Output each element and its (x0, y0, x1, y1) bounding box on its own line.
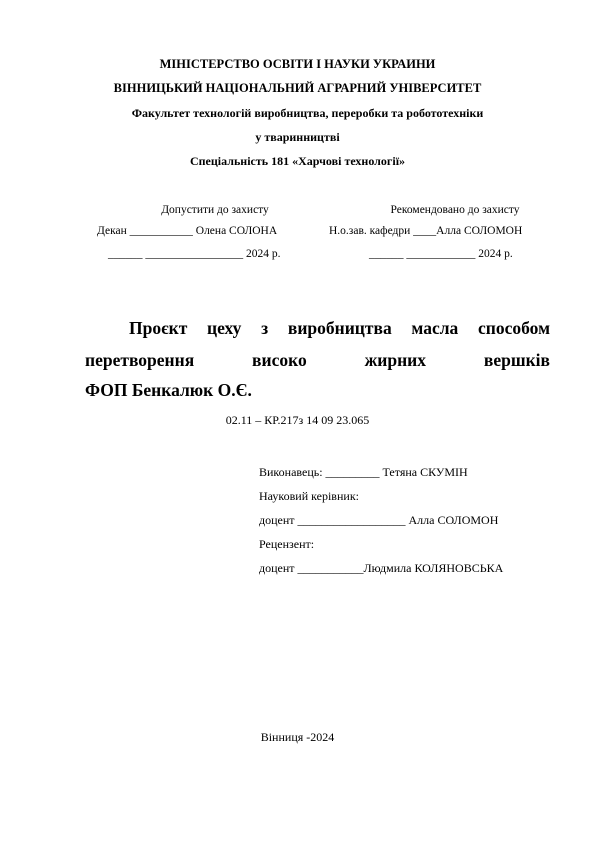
specialty-line: Спеціальність 181 «Харчові технології» (189, 154, 406, 168)
project-title-line-2: перетворення високо жирних вершків (85, 350, 550, 370)
approval-left-title: Допустити до захисту (161, 204, 269, 216)
performer-line: Виконавець: _________ Тетяна СКУМІН (259, 465, 468, 479)
project-title-line-1: Проєкт цеху з виробництва масла способом (129, 318, 550, 338)
approval-left-dean: Декан ___________ Олена СОЛОНА (97, 225, 278, 237)
faculty-line-1: Факультет технологій виробництва, переробки та робототехніки (131, 106, 484, 120)
university-heading: ВІННИЦЬКИЙ НАЦІОНАЛЬНИЙ АГРАРНИЙ УНІВЕРСИТЕТ (113, 81, 482, 95)
faculty-line-2: у тваринництві (255, 130, 340, 144)
approval-right-head: Н.о.зав. кафедри ____Алла СОЛОМОН (329, 225, 523, 237)
city-year: Вінниця -2024 (260, 730, 335, 744)
supervisor-line: доцент __________________ Алла СОЛОМОН (259, 513, 499, 527)
project-title-line-3: ФОП Бенкалюк О.Є. (85, 380, 252, 400)
approval-left-date: ______ _________________ 2024 р. (108, 248, 281, 260)
reviewer-line: доцент ___________Людмила КОЛЯНОВСЬКА (259, 561, 504, 575)
reviewer-label: Рецензент: (259, 537, 315, 551)
supervisor-label: Науковий керівник: (259, 489, 359, 503)
approval-right-date: ______ ____________ 2024 р. (369, 248, 513, 260)
project-code: 02.11 – КР.217з 14 09 23.065 (225, 413, 370, 427)
approval-right-title: Рекомендовано до захисту (390, 204, 520, 216)
ministry-heading: МІНІСТЕРСТВО ОСВІТИ І НАУКИ УКРАИНИ (159, 57, 436, 71)
